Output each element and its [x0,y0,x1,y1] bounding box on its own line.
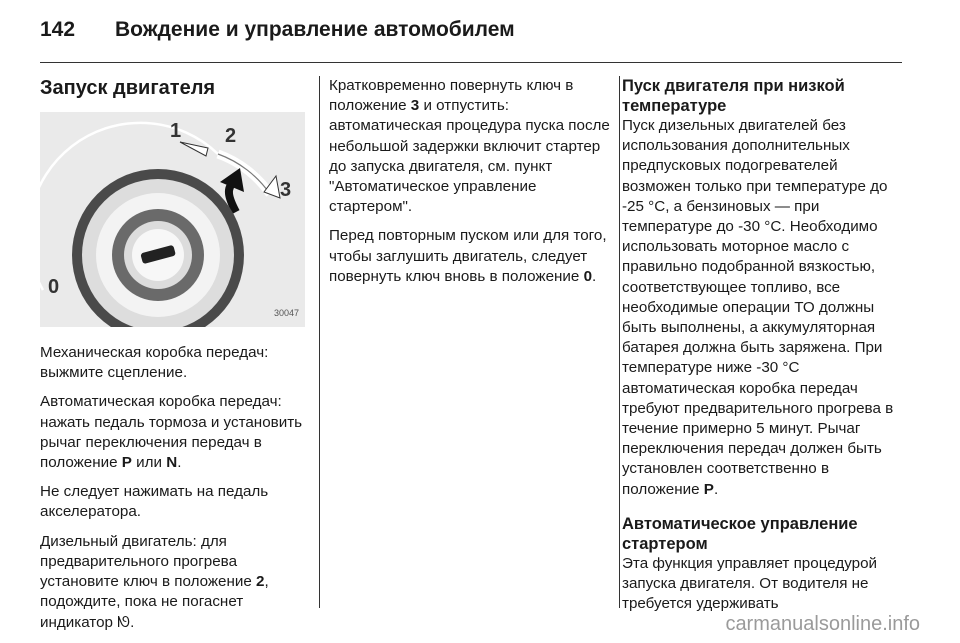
watermark: carmanualsonline.info [725,613,920,635]
paragraph: Не следует нажимать на педаль акселератора. [40,483,269,521]
paragraph: Кратковременно повернуть ключ в положение 3 и отпустить: автоматическая процедура пуска после небольшой задержки включит стартер до запуска двигателя, см. пункт "Автоматическое управление стартером". [329,77,610,216]
column-1 [40,76,306,643]
figure-label: 0 [48,276,60,298]
paragraph: Пуск дизельных двигателей без использования дополнительных предпусковых подогревателей возможен только при температуре до -25 °C, а бензиновых — при температуре до -30 °C. Необходимо использовать моторное масло с правильно подобранной вязкостью, соответствующее топливо, все необходимые операции ТО должны быть выполнены, а аккумуляторная батарея должна быть заряжена. При температуре ниже -30 °C автоматическая коробка передач требуют предварительного прогрева в течение примерно 5 минут. Рычаг переключения передач должен быть установлен соответственно в положение P. [622,117,894,498]
column-2 [329,76,611,296]
paragraph: Дизельный двигатель: для предварительного прогрева установите ключ в положение 2, подождите, пока не погаснет индикатор ᘚ. [40,532,269,632]
column-divider [319,76,320,608]
chapter-title: Вождение и управление автомобилем [115,18,515,41]
paragraph: Перед повторным пуском или для того, чтобы заглушить двигатель, следует повернуть ключ вновь в положение 0. [329,227,607,285]
column-divider [619,76,620,608]
header-rule [40,62,902,63]
section-title: Запуск двигателя [40,77,216,99]
page-header [40,14,920,54]
figure-label: 2 [225,125,237,147]
paragraph: Эта функция управляет процедурой запуска двигателя. От водителя не требуется удерживать [622,554,877,613]
ignition-lock-illustration [40,112,305,327]
paragraph: Механическая коробка передач: выжмите сцепление. [40,344,269,382]
figure-number: 30047 [273,307,299,318]
figure-label: 1 [170,120,182,142]
section-title: Пуск двигателя при низкой температуре [622,77,845,115]
glow-plug-icon: ᘚ [117,613,131,632]
page-number: 142 [40,18,76,41]
column-3 [622,76,905,623]
figure-label: 3 [280,179,292,201]
ignition-switch-figure [40,112,305,327]
section-title: Автоматическое управление стартером [622,514,858,553]
paragraph: Автоматическая коробка передач: нажать педаль тормоза и установить рычаг переключения передач в положение P или N. [40,393,303,472]
